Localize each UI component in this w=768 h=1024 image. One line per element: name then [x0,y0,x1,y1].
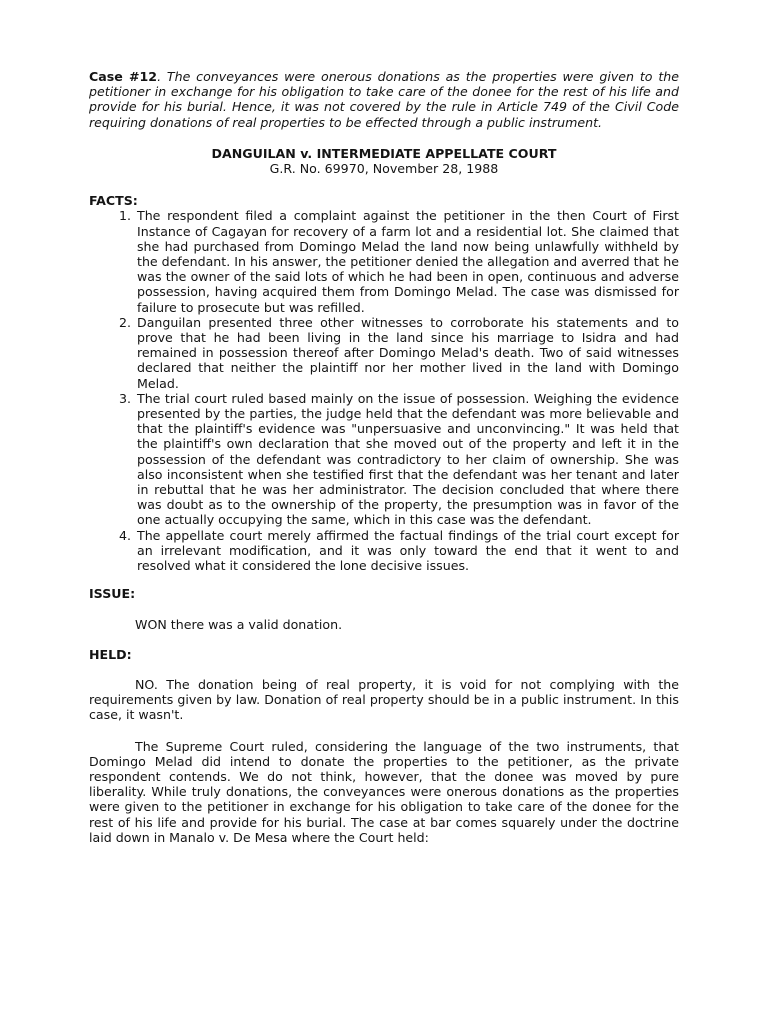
issue-text: WON there was a valid donation. [135,616,343,632]
held-heading: HELD: [89,646,132,662]
issue-heading: ISSUE: [89,586,136,602]
case-summary-text: . The conveyances were onerous donations as the properties were given to the petitioner in exchange for his obligation to take care of the donee for the rest of his life and provide for his burial. Hence, it was not covered by the rule in Article 749 of the Civil Code requiring donations of real properties to be effected through a public instrument. [89,69,680,130]
case-citation: G.R. No. 69970, November 28, 1988 [269,161,499,177]
fact-item-1: 1. The respondent filed a complaint against the petitioner in the then Court of First Instance of Cagayan for recovery of a farm lot and a residential lot. She claimed that she had purchased from Domingo Melad the land now being unlawfully withheld by the defendant. In his answer, the petitioner denied the allegation and averred that he was the owner of the said lots of which he had been in open, continuous and adverse possession, having acquired them from Domingo Melad. The case was dismissed for failure to prosecute but was refilled. [135,208,679,314]
held-paragraph-2: The Supreme Court ruled, considering the language of the two instruments, that Domingo Melad did intend to donate the properties to the petitioner, as the private respondent contends. We do not think, however, that the donee was moved by pure liberality. While truly donations, the conveyances were onerous donations as the properties were given to the petitioner in exchange for his obligation to take care of the donee for the rest of his life and provide for his burial. The case at bar comes squarely under the doctrine laid down in Manalo v. De Mesa where the Court held: [89,738,679,845]
case-title: DANGUILAN v. INTERMEDIATE APPELLATE COURT [211,145,557,161]
case-number-label: Case #12 [89,69,158,84]
fact-item-4: 4. The appellate court merely affirmed the factual findings of the trial court except for an irrelevant modification, and it was only toward the end that it went to and resolved what it considered the lone decisive issues. [135,528,679,574]
case-summary [89,69,679,130]
facts-list [89,208,679,573]
facts-heading: FACTS: [89,193,138,209]
document-page [89,69,679,845]
fact-item-3: 3. The trial court ruled based mainly on the issue of possession. Weighing the evidence presented by the parties, the judge held that the defendant was more believable and that the plaintiff's evidence was "unpersuasive and unconvincing." It was held that the plaintiff's own declaration that she moved out of the property and left it in the possession of the defendant was contradictory to her claim of ownership. She was also inconsistent when she testified first that the defendant was her tenant and later in rebuttal that he was her administrator. The decision concluded that where there was doubt as to the ownership of the property, the presumption was in favor of the one actually occupying the same, which in this case was the defendant. [135,391,679,528]
fact-item-2: 2. Danguilan presented three other witnesses to corroborate his statements and to prove that he had been living in the land since his marriage to Isidra and had remained in possession thereof after Domingo Melad's death. Two of said witnesses declared that neither the plaintiff nor her mother lived in the land with Domingo Melad. [135,315,679,391]
held-paragraph-1: NO. The donation being of real property, it is void for not complying with the requirements given by law. Donation of real property should be in a public instrument. In this case, it wasn't. [89,676,679,723]
